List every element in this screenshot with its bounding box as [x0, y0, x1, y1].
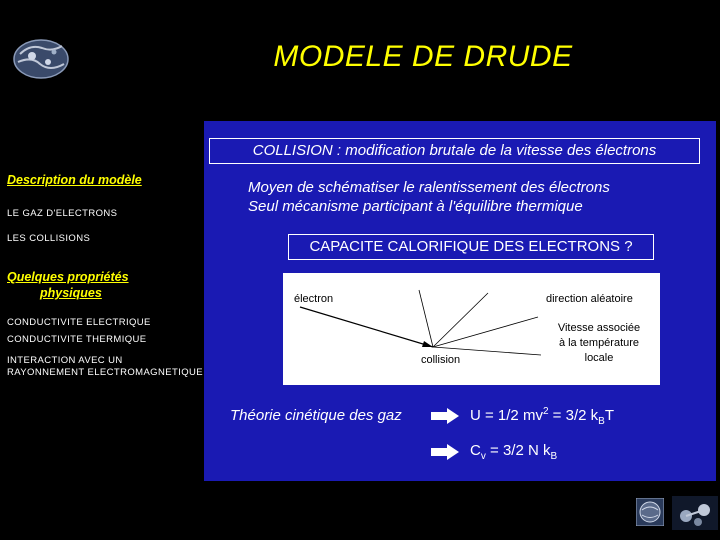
sidebar-item-collisions[interactable]: LES COLLISIONS	[7, 233, 91, 244]
sidebar-item-gaz-electrons[interactable]: LE GAZ D'ELECTRONS	[7, 208, 118, 219]
arrow-right-icon	[431, 444, 459, 460]
direction-line	[419, 290, 433, 347]
arrow-right-icon	[431, 408, 459, 424]
collision-label: collision	[421, 354, 461, 366]
electron-label: électron	[294, 293, 334, 305]
theory-label: Théorie cinétique des gaz	[230, 407, 402, 424]
velocity-label: locale	[584, 352, 614, 364]
building-nav-icon[interactable]	[672, 496, 718, 530]
formula-energy: U = 1/2 $mv^2 = 3/2$ $k_BT$	[470, 406, 614, 427]
page-title: MODELE DE DRUDE	[273, 40, 573, 73]
intro-line: Seul mécanisme participant à l'équilibre thermique	[248, 198, 583, 215]
velocity-label: Vitesse associée	[557, 322, 641, 334]
capacite-banner: CAPACITE CALORIFIQUE DES ELECTRONS ?	[288, 234, 654, 260]
properties-heading[interactable]: Quelques propriétés	[7, 270, 129, 284]
description-heading[interactable]: Description du modèle	[7, 173, 142, 187]
sidebar-item-interaction[interactable]: INTERACTION AVEC UN	[7, 355, 123, 366]
velocity-label: à la température	[558, 337, 640, 349]
formula-heat-capacity: $C_v = 3/2$ N $k_B$	[470, 442, 558, 462]
globe-logo-icon	[12, 38, 70, 80]
sidebar-item-conductivite-thermique[interactable]: CONDUCTIVITE THERMIQUE	[7, 334, 147, 345]
intro-text	[248, 178, 610, 216]
collision-diagram	[283, 273, 660, 385]
properties-heading[interactable]: physiques	[40, 286, 102, 300]
sidebar-item-conductivite-electrique[interactable]: CONDUCTIVITE ELECTRIQUE	[7, 317, 151, 328]
electron-path-line	[300, 307, 433, 347]
intro-line: Moyen de schématiser le ralentissement des électrons	[248, 179, 610, 196]
globe-nav-icon[interactable]	[636, 498, 664, 526]
collision-banner: COLLISION : modification brutale de la vitesse des électrons	[209, 138, 700, 164]
sidebar-item-interaction[interactable]: RAYONNEMENT ELECTROMAGNETIQUE	[7, 367, 203, 378]
direction-label: direction aléatoire	[546, 293, 633, 305]
